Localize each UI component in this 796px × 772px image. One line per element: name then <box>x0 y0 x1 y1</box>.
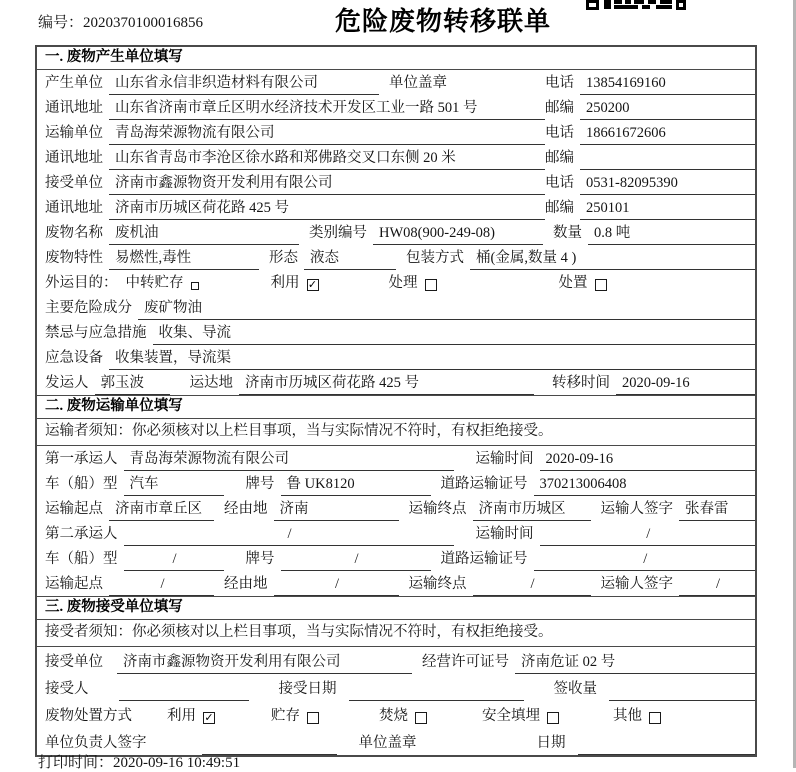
serial-label: 编号： <box>38 15 84 31</box>
receiving-unit-label: 接受单位 <box>45 654 103 670</box>
row-receive-unit <box>37 170 755 195</box>
option-transfer-storage-label: 中转贮存 <box>125 275 184 291</box>
waste-qty-label: 数量 <box>553 225 582 241</box>
section1-title: 一. 废物产生单位填写 <box>37 47 755 70</box>
page-title: 危险废物转移联单 <box>334 7 552 36</box>
row-receive-address <box>37 195 755 220</box>
row-hazard-components <box>37 295 755 320</box>
receive-unit-label: 接受单位 <box>45 175 103 191</box>
row-emergency-equipment <box>37 345 755 370</box>
row-vehicle1 <box>37 471 755 496</box>
second-carrier-value: / <box>124 526 454 546</box>
emergency-measures-value: 收集、导流 <box>153 321 756 345</box>
waste-code-value: HW08(900-249-08) <box>373 225 543 245</box>
transport-phone-label: 电话 <box>545 125 574 141</box>
sign-date-label: 日期 <box>536 735 566 751</box>
option-incineration-label: 焚烧 <box>379 708 408 724</box>
road-license2-label: 道路运输证号 <box>440 551 528 567</box>
plate2-label: 牌号 <box>245 551 275 567</box>
hazard-components-value: 废矿物油 <box>138 296 755 320</box>
first-carrier-label: 第一承运人 <box>45 451 118 467</box>
route1-via-value: 济南 <box>274 497 399 521</box>
row-waste-traits <box>37 245 755 270</box>
transfer-time-label: 转移时间 <box>552 375 610 391</box>
row-first-carrier <box>37 446 755 471</box>
option-utilize2-label: 利用 <box>167 708 196 724</box>
option-treatment-label: 处理 <box>388 275 418 291</box>
acceptor-value <box>119 698 249 701</box>
row-route2 <box>37 571 755 596</box>
transport-address-value: 山东省青岛市李沧区徐水路和郑佛路交叉口东侧 20 米 <box>109 146 545 170</box>
option-disposal-label: 处置 <box>558 275 588 291</box>
treatment-checkbox <box>425 279 437 291</box>
row-receiving-unit <box>37 647 755 674</box>
serial-value: 2020370100016856 <box>83 15 204 31</box>
producer-unit-value: 山东省永信非织造材料有限公司 <box>109 71 379 95</box>
route1-start-label: 运输起点 <box>45 501 103 517</box>
waste-code-label: 类别编号 <box>309 225 367 241</box>
receive-phone-label: 电话 <box>545 175 574 191</box>
sign-date-value <box>578 752 756 755</box>
qr-code-fragment <box>586 0 686 10</box>
receive-unit-value: 济南市鑫源物资开发利用有限公司 <box>109 171 545 195</box>
emergency-equipment-label: 应急设备 <box>45 350 103 366</box>
print-time-value: 2020-09-16 10:49:51 <box>113 755 241 771</box>
first-carrier-value: 青岛海荣源物流有限公司 <box>124 447 454 471</box>
receiver-notice: 接受者须知：你必须核对以上栏目事项，当与实际情况不符时，有权拒绝接受。 <box>37 620 755 647</box>
row-producer-address <box>37 95 755 120</box>
transport-time2-label: 运输时间 <box>475 526 534 542</box>
option-landfill-label: 安全填埋 <box>482 708 540 724</box>
route2-end-label: 运输终点 <box>408 576 467 592</box>
producer-phone-value: 13854169160 <box>580 75 755 95</box>
producer-phone-label: 电话 <box>545 75 574 91</box>
waste-qty-value: 0.8 吨 <box>588 221 755 245</box>
row-dispatch <box>37 370 755 395</box>
route2-via-value: / <box>274 576 399 596</box>
utilize2-checkbox: ✓ <box>204 711 214 724</box>
print-time-label: 打印时间： <box>38 755 114 771</box>
emergency-measures-label: 禁忌与应急措施 <box>45 325 147 341</box>
packing-label: 包装方式 <box>406 250 464 266</box>
producer-address-value: 山东省济南市章丘区明水经济技术开发区工业一路 501 号 <box>109 96 545 120</box>
receive-zip-value: 250101 <box>580 200 755 220</box>
vehicle-type2-label: 车（船）型 <box>45 551 118 567</box>
dispatcher-value: 郭玉波 <box>95 371 170 395</box>
transport-time1-value: 2020-09-16 <box>540 451 756 471</box>
destination-label: 运达地 <box>189 375 233 391</box>
transport-unit-label: 运输单位 <box>45 125 103 141</box>
transfer-time-value: 2020-09-16 <box>616 375 755 395</box>
route1-end-value: 济南市历城区 <box>473 497 591 521</box>
section3-title: 三. 废物接受单位填写 <box>37 596 755 620</box>
dispatcher-label: 发运人 <box>45 375 89 391</box>
receive-address-value: 济南市历城区荷花路 425 号 <box>109 196 545 220</box>
route2-start-label: 运输起点 <box>45 576 103 592</box>
row-transport-unit <box>37 120 755 145</box>
second-carrier-label: 第二承运人 <box>45 526 118 542</box>
receiving-unit-value: 济南市鑫源物资开发利用有限公司 <box>117 650 412 674</box>
route1-sign-label: 运输人签字 <box>600 501 673 517</box>
document-header <box>0 0 796 45</box>
plate1-value: 鲁 UK8120 <box>281 472 431 496</box>
receive-phone-value: 0531-82095390 <box>580 175 755 195</box>
transport-zip-value <box>580 167 755 170</box>
producer-zip-value: 250200 <box>580 100 755 120</box>
transport-time2-value: / <box>540 526 756 546</box>
transport-address-label: 通讯地址 <box>45 150 103 166</box>
section2-title: 二. 废物运输单位填写 <box>37 395 755 419</box>
producer-zip-label: 邮编 <box>545 100 574 116</box>
waste-traits-label: 废物特性 <box>45 250 103 266</box>
receive-zip-label: 邮编 <box>545 200 574 216</box>
transfer-storage-checkbox <box>191 282 199 290</box>
disposal-method-label: 废物处置方式 <box>45 708 132 724</box>
transport-time1-label: 运输时间 <box>475 451 534 467</box>
print-time <box>38 751 240 772</box>
packing-value: 桶(金属,数量 4 ) <box>470 246 755 270</box>
serial-number <box>38 11 203 32</box>
row-second-carrier <box>37 521 755 546</box>
route1-sign-value: 张春雷 <box>679 497 755 521</box>
row-emergency-measures <box>37 320 755 345</box>
waste-form-value: 液态 <box>304 246 396 270</box>
transport-unit-value: 青岛海荣源物流有限公司 <box>109 121 545 145</box>
received-qty-value <box>609 698 755 701</box>
row-producer-unit <box>37 70 755 95</box>
option-other-label: 其他 <box>613 708 642 724</box>
utilize-checkbox: ✓ <box>307 278 318 291</box>
row-waste-name <box>37 220 755 245</box>
row-acceptor <box>37 674 755 701</box>
route2-via-label: 经由地 <box>224 576 268 592</box>
transport-phone-value: 18661672606 <box>580 125 755 145</box>
hazard-components-label: 主要危险成分 <box>45 300 132 316</box>
disposal-checkbox <box>595 279 607 291</box>
waste-name-value: 废机油 <box>109 221 299 245</box>
row-transfer-purpose <box>37 270 755 295</box>
received-qty-label: 签收量 <box>553 681 597 697</box>
accept-date-label: 接受日期 <box>278 681 337 697</box>
landfill-checkbox <box>547 712 559 724</box>
permit-label: 经营许可证号 <box>422 654 509 670</box>
row-transport-address <box>37 145 755 170</box>
road-license1-value: 370213006408 <box>534 476 756 496</box>
route2-end-value: / <box>473 576 591 596</box>
section-receiver <box>37 596 755 755</box>
road-license2-value: / <box>534 551 756 571</box>
row-vehicle2 <box>37 546 755 571</box>
transporter-notice: 运输者须知：你必须核对以上栏目事项，当与实际情况不符时，有权拒绝接受。 <box>37 419 755 446</box>
incineration-checkbox <box>415 712 427 724</box>
responsible-sign-label: 单位负责人签字 <box>45 735 147 751</box>
vehicle-type1-value: 汽车 <box>124 472 224 496</box>
accept-date-value <box>349 698 524 701</box>
producer-unit-label: 产生单位 <box>45 75 103 91</box>
vehicle-type2-value: / <box>124 551 224 571</box>
transfer-form <box>35 45 757 757</box>
receive-address-label: 通讯地址 <box>45 200 103 216</box>
route1-via-label: 经由地 <box>224 501 268 517</box>
option-utilize-label: 利用 <box>270 275 300 291</box>
section-producer <box>37 47 755 395</box>
permit-value: 济南危证 02 号 <box>515 650 755 674</box>
road-license1-label: 道路运输证号 <box>440 476 528 492</box>
waste-form-label: 形态 <box>269 250 298 266</box>
waste-name-label: 废物名称 <box>45 225 103 241</box>
row-route1 <box>37 496 755 521</box>
destination-value: 济南市历城区荷花路 425 号 <box>239 371 534 395</box>
plate2-value: / <box>281 551 431 571</box>
transfer-purpose-label: 外运目的： <box>45 275 118 291</box>
row-disposal-method <box>37 701 755 728</box>
unit-stamp2-label: 单位盖章 <box>358 735 417 751</box>
unit-stamp-label: 单位盖章 <box>389 75 447 91</box>
route1-start-value: 济南市章丘区 <box>109 497 214 521</box>
emergency-equipment-value: 收集装置，导流渠 <box>109 346 755 370</box>
other-checkbox <box>649 712 661 724</box>
route2-start-value: / <box>109 576 214 596</box>
vehicle-type1-label: 车（船）型 <box>45 476 118 492</box>
route2-sign-value: / <box>679 576 755 596</box>
section-transporter <box>37 395 755 596</box>
waste-traits-value: 易燃性,毒性 <box>109 246 259 270</box>
storage-checkbox <box>307 712 319 724</box>
option-storage-label: 贮存 <box>271 708 300 724</box>
transport-zip-label: 邮编 <box>545 150 574 166</box>
acceptor-label: 接受人 <box>45 681 89 697</box>
route1-end-label: 运输终点 <box>408 501 467 517</box>
route2-sign-label: 运输人签字 <box>600 576 673 592</box>
producer-address-label: 通讯地址 <box>45 100 103 116</box>
plate1-label: 牌号 <box>245 476 275 492</box>
